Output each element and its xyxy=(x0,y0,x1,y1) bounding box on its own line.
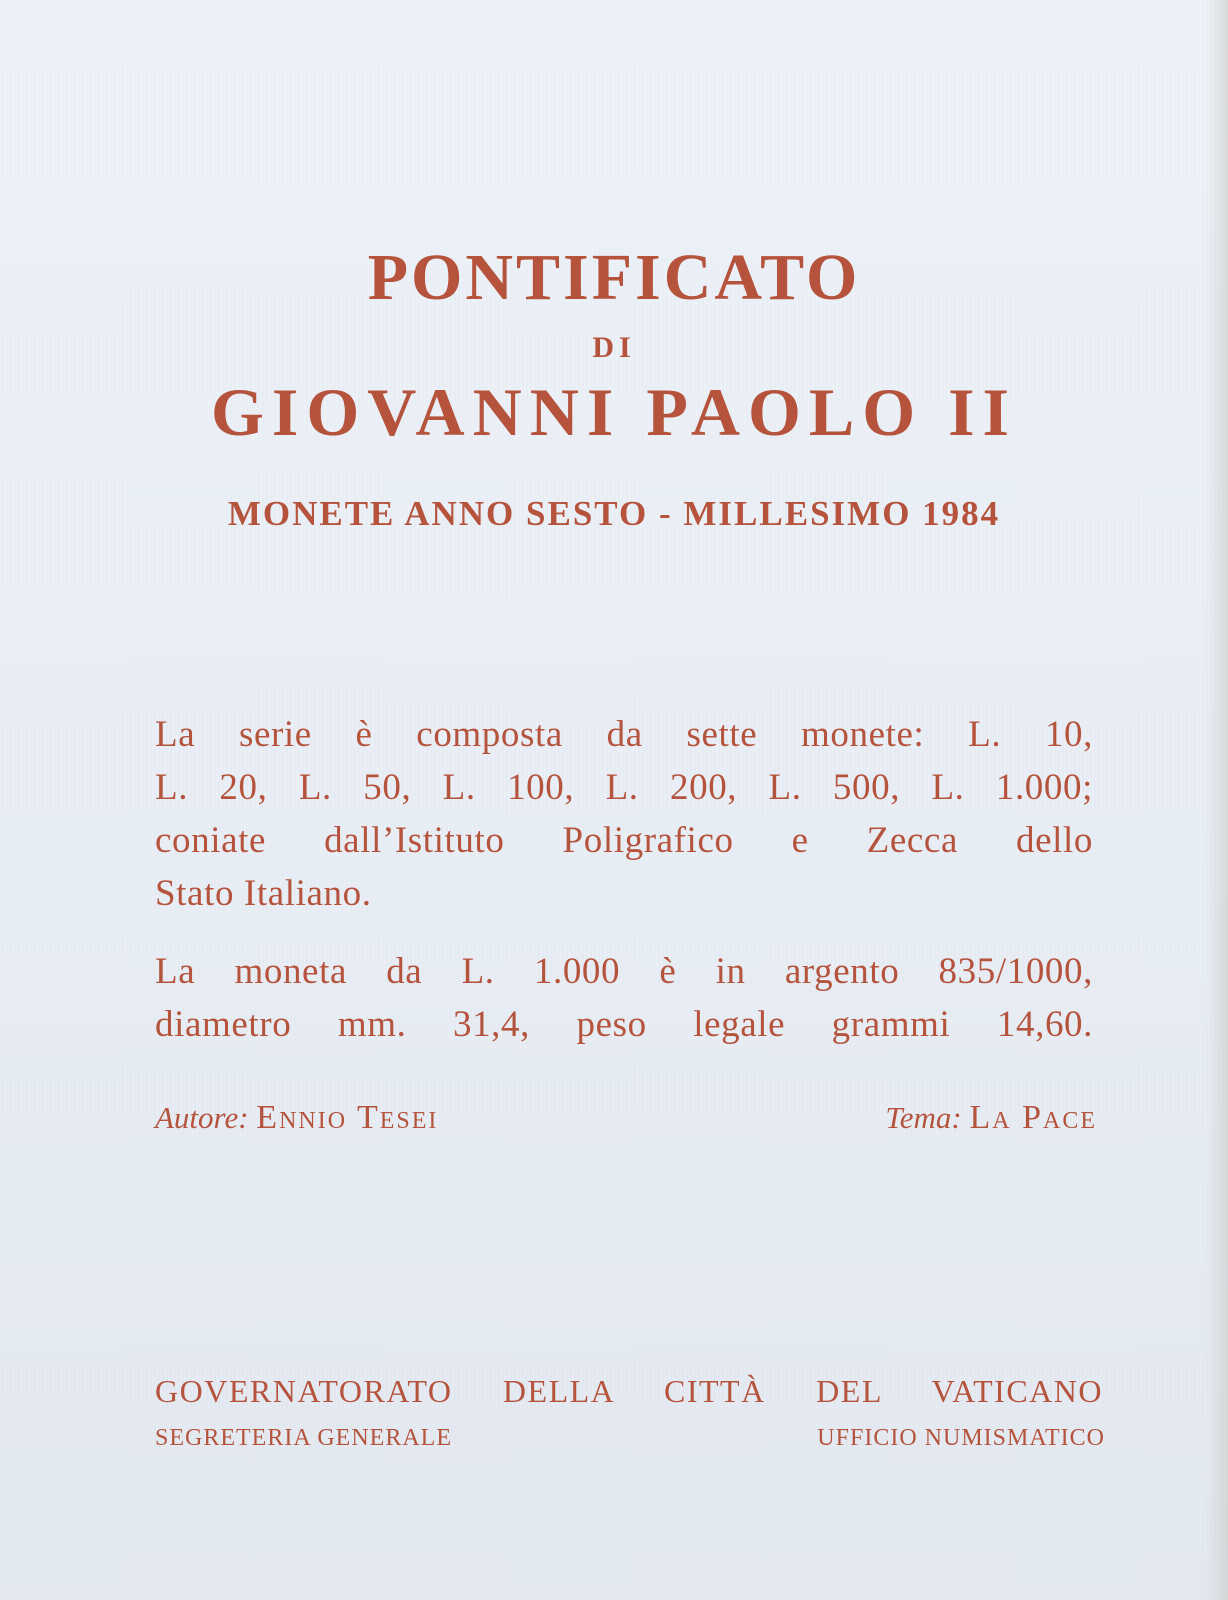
author-label: Autore: xyxy=(155,1100,249,1135)
series-description xyxy=(155,708,1093,920)
theme-label: Tema: xyxy=(885,1100,962,1135)
series-description-line: coniate dall’Istituto Poligrafico e Zecca dello xyxy=(155,820,1093,861)
silver-coin-specs xyxy=(155,945,1093,1051)
title-pope-name: GIOVANNI PAOLO II xyxy=(210,374,1018,450)
credits-row xyxy=(155,1101,1097,1135)
author-name: Ennio Tesei xyxy=(256,1099,439,1136)
subtitle-coin-year: MONETE ANNO SESTO - MILLESIMO 1984 xyxy=(227,494,1001,533)
theme-credit xyxy=(885,1101,1097,1135)
series-description-line: La serie è composta da sette monete: L. 10, xyxy=(155,714,1093,755)
silver-coin-specs-line: diametro mm. 31,4, peso legale grammi 14,60. xyxy=(155,1004,1093,1045)
title-pontificato: PONTIFICATO xyxy=(367,241,861,314)
footer-departments xyxy=(155,1426,1105,1450)
theme-name: La Pace xyxy=(969,1099,1097,1136)
series-description-line: L. 20, L. 50, L. 100, L. 200, L. 500, L. 1.000; xyxy=(155,767,1093,808)
footer-institution: GOVERNATORATO DELLA CITTÀ DEL VATICANO xyxy=(155,1373,1103,1409)
footer-department-right: UFFICIO NUMISMATICO xyxy=(817,1425,1105,1451)
title-di: DI xyxy=(592,331,636,364)
author-credit xyxy=(155,1101,438,1135)
series-description-line: Stato Italiano. xyxy=(155,873,372,914)
footer-department-left: SEGRETERIA GENERALE xyxy=(155,1425,452,1451)
silver-coin-specs-line: La moneta da L. 1.000 è in argento 835/1000, xyxy=(155,951,1093,992)
